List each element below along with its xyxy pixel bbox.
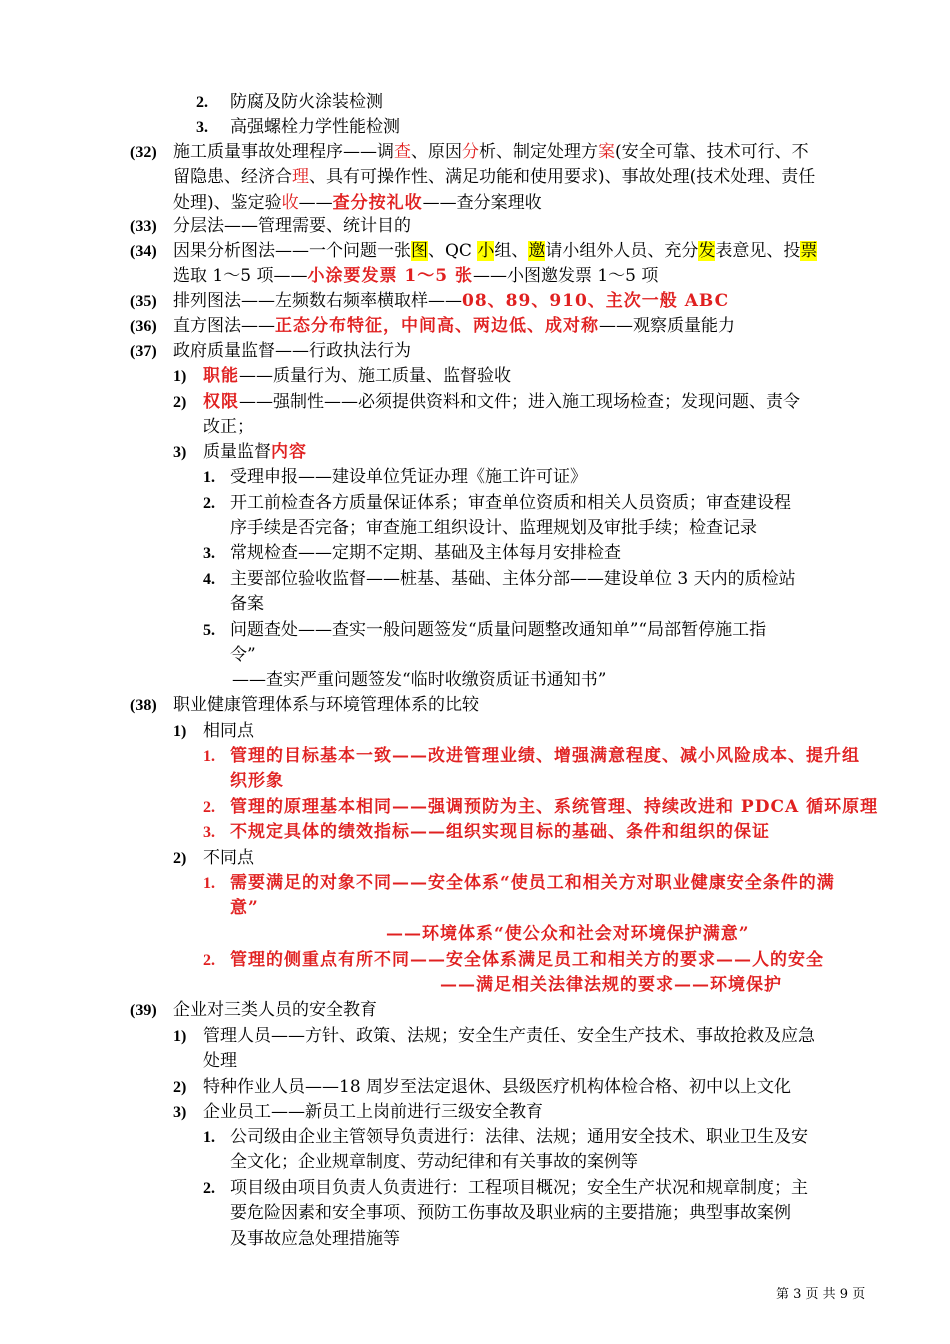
text-run: 特种作业人员——18 周岁至法定退休、县级医疗机构体检合格、初中以上文化	[203, 1077, 792, 1097]
text-run: 选取 1～5 项——	[173, 266, 308, 287]
item-number: 1)	[173, 368, 187, 385]
item-number: 1.	[203, 469, 215, 486]
emphasis-text: 内容	[271, 442, 307, 462]
item-number: 3.	[203, 545, 215, 562]
text-run: 令”	[230, 645, 256, 666]
text-line	[203, 1100, 543, 1125]
text-line	[203, 719, 254, 744]
item-number: 2.	[196, 94, 208, 111]
text-run: ——质量行为、施工质量、监督验收	[239, 366, 511, 386]
item-number: 2)	[173, 394, 187, 411]
text-run: 管理人员——方针、政策、法规；安全生产责任、安全生产技术、事故抢救及应急	[203, 1026, 815, 1046]
item-number: (34)	[130, 243, 157, 260]
emphasis-text: ——环境体系“使公众和社会对环境保护满意”	[386, 924, 750, 944]
item-number: (35)	[130, 293, 157, 310]
text-run: 改正；	[203, 417, 254, 438]
text-run: 及事故应急处理措施等	[230, 1228, 400, 1249]
text-line	[232, 668, 606, 693]
text-line	[173, 165, 815, 190]
text-line	[203, 415, 254, 440]
text-run: 公司级由企业主管领导负责进行：法律、法规；通用安全技术、职业卫生及安	[230, 1127, 808, 1147]
item-number: 1.	[203, 875, 215, 892]
text-line	[203, 1049, 237, 1074]
emphasis-text: 分	[462, 142, 479, 162]
text-line	[230, 643, 256, 668]
text-line	[230, 115, 400, 140]
text-line	[230, 1150, 638, 1175]
highlighted-text: 票	[800, 241, 818, 261]
page-footer: 第 3 页 共 9 页	[776, 1287, 866, 1302]
text-run: 处理	[203, 1051, 237, 1072]
item-number: (38)	[130, 697, 157, 714]
text-run: 、QC	[428, 241, 478, 261]
text-line	[230, 1227, 400, 1252]
text-run: 企业对三类人员的安全教育	[173, 1000, 377, 1020]
text-line	[230, 1125, 808, 1150]
text-line	[173, 314, 735, 339]
text-line	[203, 1075, 791, 1100]
text-run: 政府质量监督——行政执法行为	[173, 341, 411, 361]
item-number: 3)	[173, 1104, 187, 1121]
text-run: 开工前检查各方质量保证体系；审查单位资质和相关人员资质；审查建设程	[230, 493, 791, 513]
text-line	[230, 491, 791, 516]
text-line	[230, 744, 860, 769]
item-number: (37)	[130, 343, 157, 360]
text-line	[230, 871, 835, 896]
text-run: 表意见、投	[715, 241, 801, 261]
item-number: (39)	[130, 1002, 157, 1019]
text-line	[230, 592, 264, 617]
text-run: (安全可靠、技术可行、不	[615, 142, 809, 162]
text-line	[203, 390, 800, 415]
item-number: 1.	[203, 748, 215, 765]
item-number: 1.	[203, 1129, 215, 1146]
text-line	[230, 567, 796, 592]
text-run: 分层法——管理需要、统计目的	[173, 216, 411, 236]
item-number: 3.	[203, 824, 215, 841]
text-line	[173, 140, 809, 165]
text-line	[230, 896, 259, 921]
emphasis-text: 管理的目标基本一致——改进管理业绩、增强满意程度、减小风险成本、提升组	[230, 746, 860, 766]
item-number: 2.	[203, 495, 215, 512]
text-line	[230, 1201, 791, 1226]
item-number: 3)	[173, 444, 187, 461]
text-run: 因果分析图法——一个问题一张	[173, 241, 411, 261]
emphasis-text: 查分按礼收	[332, 192, 423, 213]
emphasis-text: 管理的侧重点有所不同——安全体系满足员工和相关方的要求——人的安全	[230, 950, 824, 970]
text-run: 留隐患、经济合	[173, 167, 292, 188]
text-run: 职业健康管理体系与环境管理体系的比较	[173, 695, 479, 715]
text-run: 全文化；企业规章制度、劳动纪律和有关事故的案例等	[230, 1152, 638, 1173]
text-run: 处理)、鉴定验	[173, 192, 282, 213]
text-run: 项目级由项目负责人负责进行：工程项目概况；安全生产状况和规章制度；主	[230, 1178, 808, 1198]
text-run: 直方图法——	[173, 316, 275, 336]
item-number: (33)	[130, 218, 157, 235]
item-number: 2)	[173, 1079, 187, 1096]
text-run: ——查实严重问题签发“临时收缴资质证书通知书”	[232, 670, 607, 690]
emphasis-text: 织形象	[230, 771, 284, 792]
highlighted-text: 图	[411, 241, 428, 261]
text-line	[230, 769, 284, 794]
text-line	[230, 948, 824, 973]
text-run: 不同点	[203, 848, 254, 868]
emphasis-text: 意”	[230, 898, 259, 919]
text-run: 主要部位验收监督——桩基、基础、主体分部——建设单位 3 天内的质检站	[230, 569, 796, 589]
text-run: 防腐及防火涂装检测	[230, 92, 383, 112]
text-line	[173, 998, 377, 1023]
item-number: 5.	[203, 622, 215, 639]
emphasis-text: 08、89、910、主次一般 ABC	[462, 291, 730, 311]
text-run: 备案	[230, 594, 264, 615]
text-line	[203, 440, 307, 465]
item-number: 4.	[203, 571, 215, 588]
text-run: 排列图法——左频数右频率横取样——	[173, 291, 462, 311]
item-number: 2)	[173, 850, 187, 867]
text-line	[173, 339, 411, 364]
item-number: 2.	[203, 952, 215, 969]
text-run: 施工质量事故处理程序——调	[173, 142, 394, 162]
emphasis-text: 职能	[203, 366, 239, 386]
item-number: 3.	[196, 119, 208, 136]
emphasis-text: 正态分布特征，中间高、两边低、成对称	[275, 316, 599, 336]
highlighted-text: 发	[698, 241, 716, 261]
emphasis-text: 权限	[203, 392, 239, 412]
text-run: 、原因	[411, 142, 462, 162]
text-line	[173, 289, 729, 314]
highlighted-text: 邀	[528, 241, 546, 261]
text-line	[173, 264, 658, 289]
text-run: 要危险因素和安全事项、预防工伤事故及职业病的主要措施；典型事故案例	[230, 1203, 791, 1224]
emphasis-text: ——满足相关法律法规的要求——环境保护	[440, 975, 782, 995]
emphasis-text: 案	[598, 142, 615, 162]
text-line	[203, 846, 254, 871]
text-run: 受理申报——建设单位凭证办理《施工许可证》	[230, 467, 587, 487]
text-run: ——观察质量能力	[599, 316, 735, 336]
text-run: 常规检查——定期不定期、基础及主体每月安排检查	[230, 543, 621, 563]
text-line	[230, 795, 878, 820]
text-run: 、具有可操作性、满足功能和使用要求)、事故处理(技术处理、责任	[309, 167, 816, 188]
highlighted-text: 小	[477, 241, 495, 261]
text-run: ——	[298, 192, 333, 213]
emphasis-text: 收	[281, 192, 299, 213]
text-line	[173, 239, 817, 264]
text-run: ——强制性——必须提供资料和文件；进入施工现场检查；发现问题、责令	[239, 392, 800, 412]
text-run: 高强螺栓力学性能检测	[230, 117, 400, 137]
text-run: 问题查处——查实一般问题签发“质量问题整改通知单”“局部暂停施工指	[230, 620, 767, 640]
text-line	[230, 516, 757, 541]
text-line	[230, 618, 766, 643]
text-line	[230, 90, 383, 115]
text-run: ——查分案理收	[422, 192, 542, 213]
item-number: (36)	[130, 318, 157, 335]
text-line	[173, 693, 479, 718]
text-run: 请小组外人员、充分	[545, 241, 699, 261]
emphasis-text: 理	[292, 167, 309, 188]
text-run: 析、制定处理方	[479, 142, 598, 162]
text-line	[173, 191, 542, 216]
text-line	[230, 820, 770, 845]
emphasis-text: 不规定具体的绩效指标——组织实现目标的基础、条件和组织的保证	[230, 822, 770, 842]
text-run: ——小图邀发票 1～5 项	[472, 266, 659, 287]
item-number: 2.	[203, 1180, 215, 1197]
text-line	[440, 973, 782, 998]
text-line	[230, 1176, 808, 1201]
text-run: 质量监督	[203, 442, 271, 462]
text-run: 序手续是否完备；审查施工组织设计、监理规划及审批手续；检查记录	[230, 518, 757, 539]
text-line	[203, 1024, 815, 1049]
text-line	[230, 465, 587, 490]
text-run: 企业员工——新员工上岗前进行三级安全教育	[203, 1102, 543, 1122]
item-number: (32)	[130, 144, 157, 161]
emphasis-text: 需要满足的对象不同——安全体系“使员工和相关方对职业健康安全条件的满	[230, 873, 835, 893]
item-number: 2.	[203, 799, 215, 816]
emphasis-text: 管理的原理基本相同——强调预防为主、系统管理、持续改进和 PDCA 循环原理	[230, 797, 879, 817]
text-line	[230, 541, 621, 566]
item-number: 1)	[173, 1028, 187, 1045]
text-line	[203, 364, 511, 389]
text-run: 组、	[494, 241, 529, 261]
emphasis-text: 小涂要发票 1～5 张	[307, 266, 473, 287]
text-line	[386, 922, 750, 947]
text-run: 相同点	[203, 721, 254, 741]
item-number: 1)	[173, 723, 187, 740]
text-line	[173, 214, 411, 239]
emphasis-text: 查	[394, 142, 411, 162]
